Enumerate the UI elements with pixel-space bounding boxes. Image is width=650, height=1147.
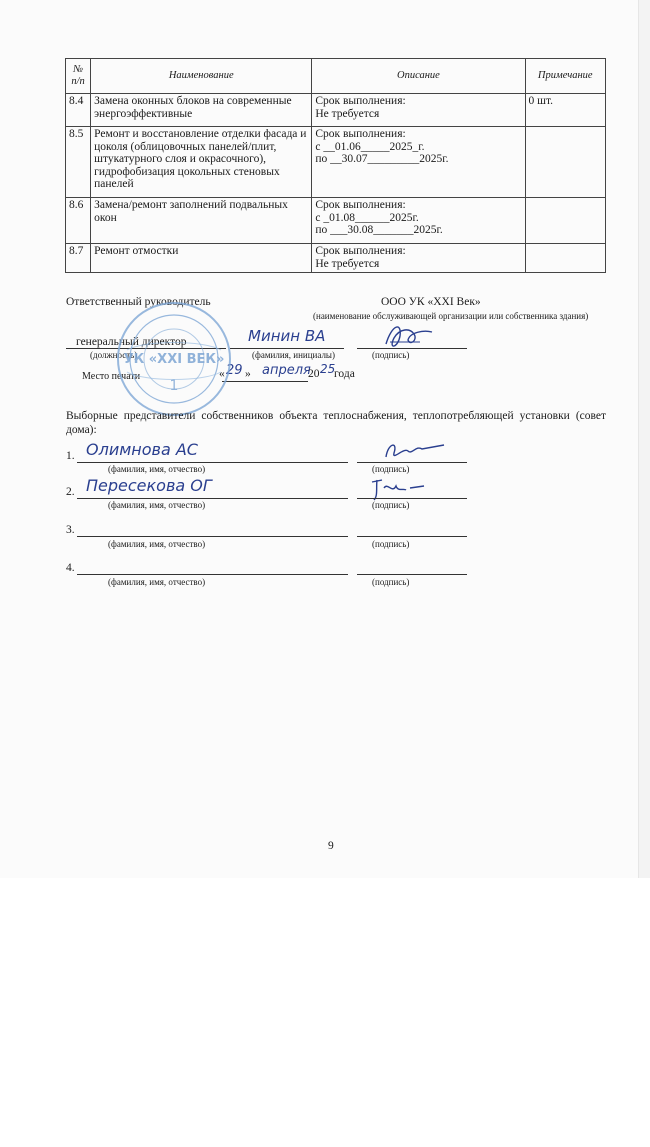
stamp-main-text: УК «XXI ВЕК» [123,352,225,367]
rep-4-name-caption: (фамилия, имя, отчество) [108,577,206,587]
seal-label: Место печати [82,371,141,382]
rep-1-signature-caption: (подпись) [372,464,410,474]
manager-name-handwritten: Минин ВА [248,327,326,345]
rep-2-name-caption: (фамилия, имя, отчество) [108,500,206,510]
rep-4-name-line [77,574,348,575]
cell-name: Замена/ремонт заполнений подвальных окон [91,198,312,244]
cell-note [525,244,605,273]
blank-area [0,878,650,1147]
responsible-label: Ответственный руководитель [66,296,211,308]
date-day: 29 [226,363,243,378]
cell-desc: Срок выполнения: с _01.08______2025г. по ___30.08_______2025г. [312,198,525,244]
rep-4-number: 4. [66,562,75,574]
cell-name: Ремонт отмостки [91,244,312,273]
table-row [66,94,606,127]
date-close-quote: » [245,368,251,380]
rep-3-name-line [77,536,348,537]
date-line [222,381,308,382]
cell-num: 8.6 [66,198,91,244]
header-note: Примечание [525,59,605,94]
rep-1-name-line [77,462,348,463]
rep-2-signature-line [357,498,467,499]
rep-2-name-line [77,498,348,499]
cell-num: 8.7 [66,244,91,273]
rep-1-number: 1. [66,450,75,462]
rep-2-number: 2. [66,486,75,498]
date-year-prefix: 20 [308,368,320,380]
name-line [230,348,344,349]
cell-note: 0 шт. [525,94,605,127]
rep-3-signature-caption: (подпись) [372,539,410,549]
cell-note [525,198,605,244]
rep-1-name-caption: (фамилия, имя, отчество) [108,464,206,474]
date-month: апреля [262,363,311,378]
representatives-intro: Выборные представители собственников объекта теплоснабжения, теплопотребляющей установки (совет дома): [66,410,606,436]
date-open-quote: « [219,368,225,380]
rep-4-signature-line [357,574,467,575]
rep-1-signature-line [357,462,467,463]
table-row [66,198,606,244]
rep-2-signature-caption: (подпись) [372,500,410,510]
date-suffix: года [334,368,355,380]
name-caption: (фамилия, инициалы) [252,350,335,360]
page-number: 9 [328,840,334,852]
page-edge [638,0,650,878]
rep-3-number: 3. [66,524,75,536]
table-row [66,244,606,273]
cell-desc: Срок выполнения: с __01.06_____2025_г. по __30.07_________2025г. [312,127,525,198]
header-num: № п/п [66,59,91,94]
rep-3-name-caption: (фамилия, имя, отчество) [108,539,206,549]
cell-desc: Срок выполнения: Не требуется [312,94,525,127]
signature-line [357,348,467,349]
organization-name: ООО УК «XXI Век» [381,296,481,308]
rep-1-name-handwritten: Олимнова АС [86,440,198,459]
position-caption: (должность) [90,350,138,360]
rep-2-name-handwritten: Пересекова ОГ [86,476,212,495]
table-header-row [66,59,606,94]
header-name: Наименование [91,59,312,94]
date-year: 25 [320,362,336,376]
stamp-number: 1 [169,378,179,394]
organization-caption: (наименование обслуживающей организации или собственника здания) [313,311,589,321]
table-row [66,127,606,198]
header-desc: Описание [312,59,525,94]
position-value: генеральный директор [76,336,187,348]
company-stamp [115,300,233,418]
cell-note [525,127,605,198]
signature-caption: (подпись) [372,350,410,360]
rep-3-signature-line [357,536,467,537]
works-table [65,58,606,273]
rep-4-signature-caption: (подпись) [372,577,410,587]
cell-name: Замена оконных блоков на современные энергоэффективные [91,94,312,127]
cell-num: 8.5 [66,127,91,198]
cell-num: 8.4 [66,94,91,127]
cell-desc: Срок выполнения: Не требуется [312,244,525,273]
cell-name: Ремонт и восстановление отделки фасада и цоколя (облицовочных панелей/плит, штукатурного слоя и окрасочного), гидрофобизация цокольных стеновых панелей [91,127,312,198]
